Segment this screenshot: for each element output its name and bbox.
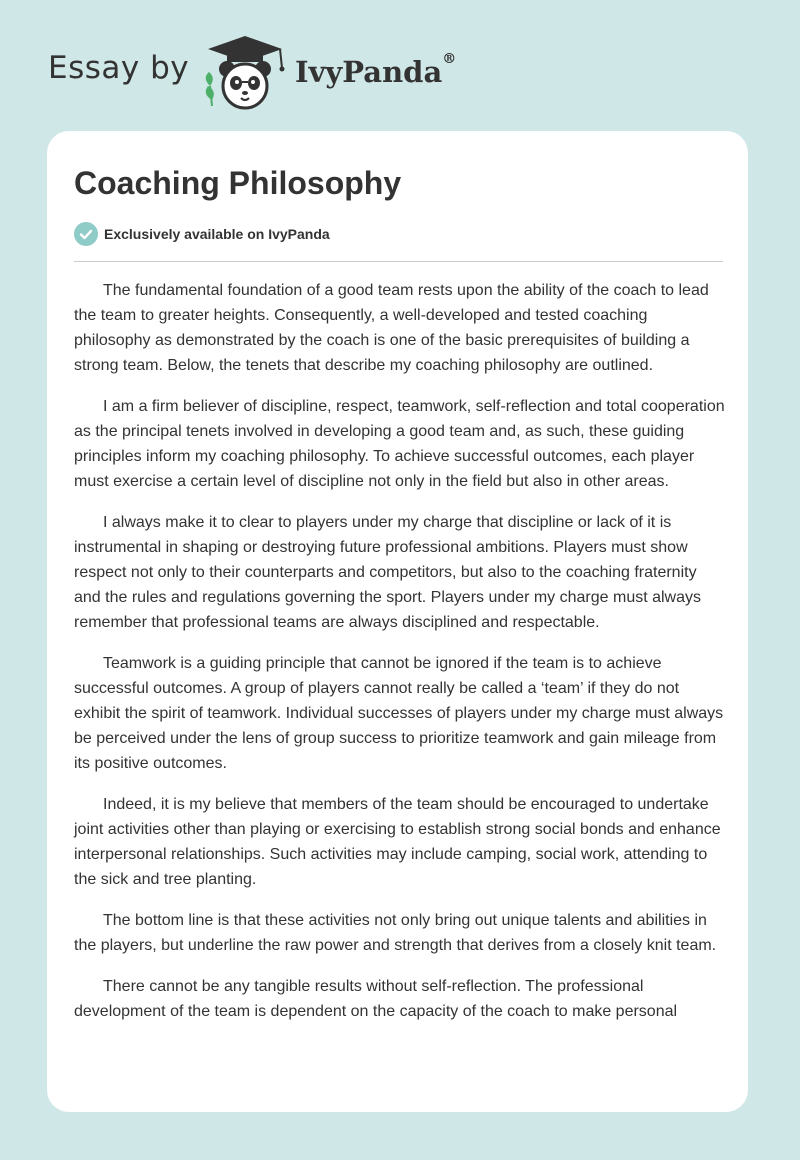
panda-graduate-logo [200,36,290,112]
page-title: Coaching Philosophy [74,165,402,201]
brand-name [295,51,457,89]
title-divider [74,261,723,262]
essay-card [47,131,748,1112]
brand-label: IvyPanda [295,55,443,89]
paragraph: Teamwork is a guiding principle that cannot be ignored if the team is to achieve successful outcomes. A group of players cannot really be called a ‘team’ if they do not exhibit the spirit of teamwork. Individual successes of players under my charge must always be perceived under the lens of group success to prioritize teamwork and gain mileage from its positive outcomes. [74,655,724,772]
paragraph: The bottom line is that these activities not only bring out unique talents and abilities in the players, but underline the raw power and strength that derives from a closely knit team. [74,912,717,954]
paragraph: I am a firm believer of discipline, respect, teamwork, self-reflection and total cooperation as the principal tenets involved in developing a good team and, as such, these guiding principles inform my coaching philosophy. To achieve successful outcomes, each player must exercise a certain level of discipline not only in the field but also in other areas. [74,398,725,490]
check-circle-icon [74,222,98,246]
essay-by-label: Essay by [48,50,190,86]
paragraph: I always make it to clear to players under my charge that discipline or lack of it is instrumental in shaping or destroying future professional ambitions. Players must show respect not only to their counterparts and competitors, but also to the coaching fraternity and the rules and regulations governing the sport. Players under my charge must always remember that professional teams are always disciplined and respectable. [74,514,702,631]
registered-mark: ® [442,51,457,67]
paragraph: The fundamental foundation of a good team rests upon the ability of the coach to lead the team to greater heights. Consequently, a well-developed and tested coaching philosophy as demonstrated by the coach is one of the basic prerequisites of building a strong team. Below, the tenets that describe my coaching philosophy are outlined. [74,282,709,374]
site-header [0,0,800,130]
paragraph: Indeed, it is my believe that members of the team should be encouraged to undertake joint activities other than playing or exercising to establish strong social bonds and enhance interpersonal relationships. Such activities may include camping, social work, attending to the sick and tree planting. [74,796,721,888]
essay-body [74,278,726,1040]
exclusive-badge-text: Exclusively available on IvyPanda [104,226,330,242]
exclusive-badge [74,222,330,246]
ivy-leaf-icon [206,72,214,106]
paragraph: There cannot be any tangible results without self-reflection. The professional development of the team is dependent on the capacity of the coach to make personal [74,978,678,1020]
